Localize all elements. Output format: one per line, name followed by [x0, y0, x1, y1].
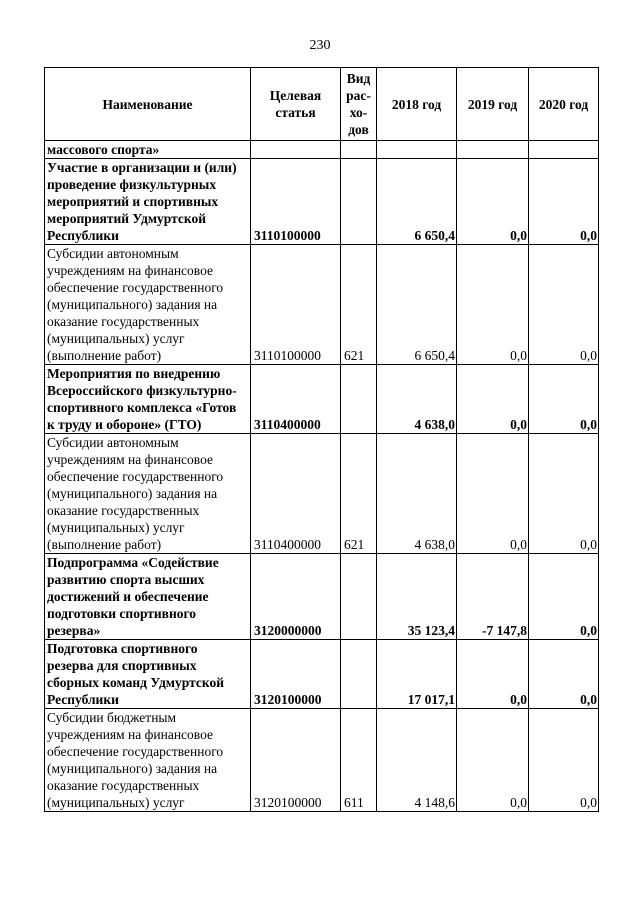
cell-name: Мероприятия по внедрению Всероссийского физкультурно-спортивного комплекса «Готов к труду и обороне» (ГТО) [45, 365, 251, 434]
table-row [45, 159, 599, 245]
cell-name: Подпрограмма «Содействие развитию спорта высших достижений и обеспечение подготовки спортивного резерва» [45, 554, 251, 640]
cell-2018: 4 148,6 [377, 709, 457, 812]
cell-2019: -7 147,8 [457, 554, 529, 640]
cell-2018: 35 123,4 [377, 554, 457, 640]
cell-2019: 0,0 [457, 434, 529, 554]
cell-2018: 4 638,0 [377, 434, 457, 554]
cell-2020: 0,0 [529, 640, 599, 709]
header-vid: Вид рас-хо-дов [341, 68, 377, 141]
cell-vid [341, 554, 377, 640]
cell-2018 [377, 141, 457, 159]
cell-code: 3110400000 [251, 434, 341, 554]
cell-2020: 0,0 [529, 554, 599, 640]
cell-2019: 0,0 [457, 365, 529, 434]
cell-code: 3110100000 [251, 245, 341, 365]
table-row [45, 245, 599, 365]
cell-2018: 17 017,1 [377, 640, 457, 709]
cell-name: Субсидии автономным учреждениям на финансовое обеспечение государственного (муниципального) задания на оказание государственных (муниципальных) услуг (выполнение работ) [45, 434, 251, 554]
cell-code: 3110400000 [251, 365, 341, 434]
cell-code: 3110100000 [251, 159, 341, 245]
cell-2020 [529, 141, 599, 159]
cell-vid: 621 [341, 245, 377, 365]
cell-code: 3120100000 [251, 640, 341, 709]
cell-2019: 0,0 [457, 709, 529, 812]
cell-vid [341, 365, 377, 434]
cell-name: массового спорта» [45, 141, 251, 159]
cell-name: Подготовка спортивного резерва для спортивных сборных команд Удмуртской Республики [45, 640, 251, 709]
table-header-row [45, 68, 599, 141]
table-body [45, 141, 599, 812]
page-number: 230 [309, 38, 331, 53]
header-2018: 2018 год [377, 68, 457, 141]
cell-2019: 0,0 [457, 159, 529, 245]
cell-2019 [457, 141, 529, 159]
cell-name: Субсидии автономным учреждениям на финансовое обеспечение государственного (муниципального) задания на оказание государственных (муниципальных) услуг (выполнение работ) [45, 245, 251, 365]
cell-2019: 0,0 [457, 640, 529, 709]
cell-vid [341, 640, 377, 709]
cell-2020: 0,0 [529, 709, 599, 812]
table-row [45, 554, 599, 640]
table-row [45, 434, 599, 554]
cell-vid [341, 159, 377, 245]
cell-code: 3120000000 [251, 554, 341, 640]
cell-code: 3120100000 [251, 709, 341, 812]
header-2019: 2019 год [457, 68, 529, 141]
cell-code [251, 141, 341, 159]
cell-name: Участие в организации и (или) проведение физкультурных мероприятий и спортивных мероприятий Удмуртской Республики [45, 159, 251, 245]
cell-2018: 6 650,4 [377, 245, 457, 365]
header-2020: 2020 год [529, 68, 599, 141]
cell-2020: 0,0 [529, 434, 599, 554]
header-name: Наименование [45, 68, 251, 141]
cell-vid: 621 [341, 434, 377, 554]
table-row [45, 365, 599, 434]
cell-vid [341, 141, 377, 159]
cell-2018: 6 650,4 [377, 159, 457, 245]
cell-2020: 0,0 [529, 245, 599, 365]
header-code: Целевая статья [251, 68, 341, 141]
cell-2018: 4 638,0 [377, 365, 457, 434]
cell-name: Субсидии бюджетным учреждениям на финансовое обеспечение государственного (муниципального) задания на оказание государственных (муниципальных) услуг [45, 709, 251, 812]
cell-2019: 0,0 [457, 245, 529, 365]
table-row [45, 640, 599, 709]
cell-2020: 0,0 [529, 159, 599, 245]
table-row [45, 709, 599, 812]
budget-table [44, 67, 599, 812]
cell-vid: 611 [341, 709, 377, 812]
cell-2020: 0,0 [529, 365, 599, 434]
table-row [45, 141, 599, 159]
